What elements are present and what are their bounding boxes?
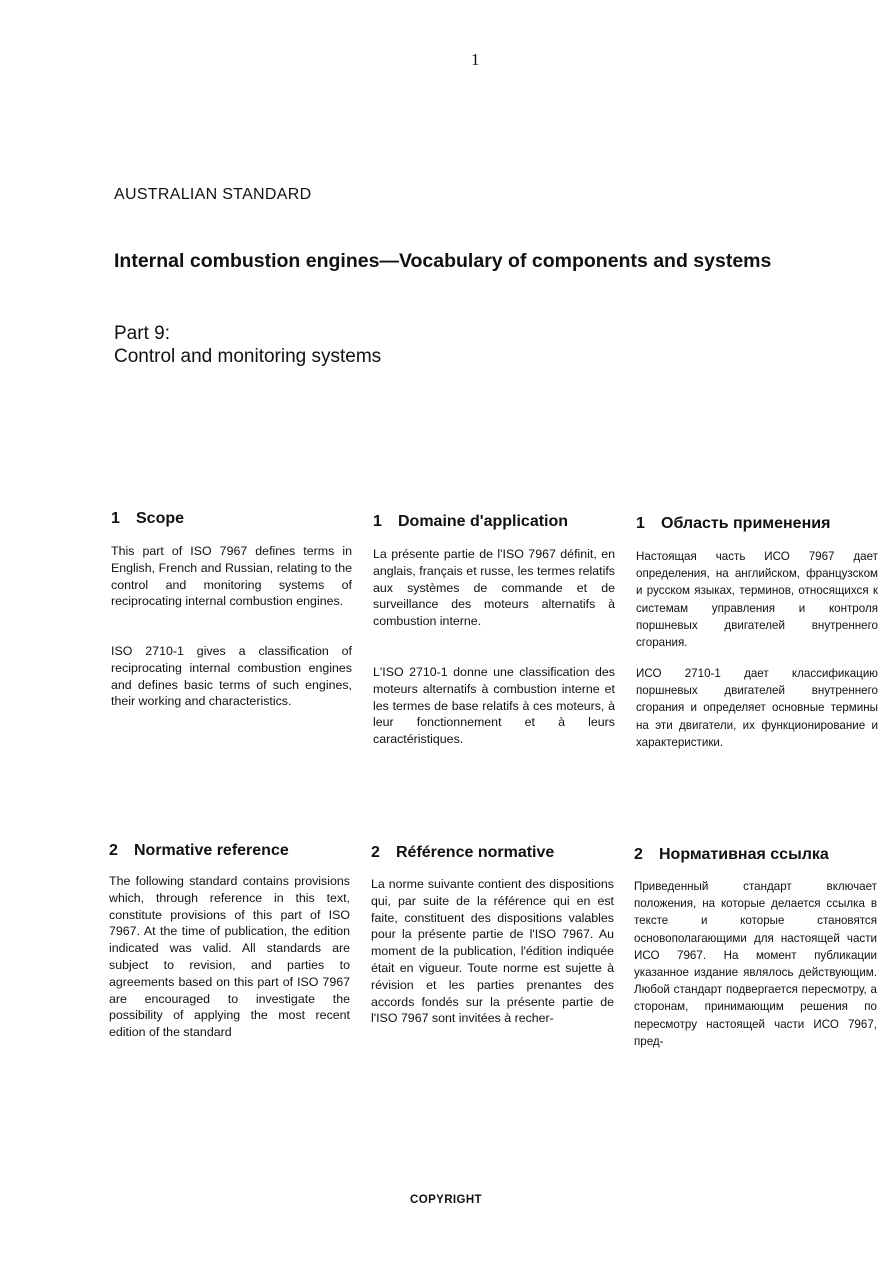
section-title: Domaine d'application bbox=[398, 513, 569, 530]
document-title: Internal combustion engines—Vocabulary of components and systems bbox=[114, 250, 772, 272]
part-number: Part 9: bbox=[114, 323, 170, 344]
reference-heading-ru bbox=[634, 846, 829, 864]
reference-paragraph-ru: Приведенный стандарт включает положения, на которые делается ссылка в тексте и которые становятся основополагающими для настоящей части ИСО 7967. На момент публикации указанное издание являлось действующим. Любой стандарт подвергается пересмотру, а сторонам, принимающим решения по пересмотру настоящей части ИСО 7967, пред- bbox=[634, 880, 877, 1048]
scope-paragraph-en-1: This part of ISO 7967 defines terms in English, French and Russian, relating to the control and monitoring systems of reciprocating internal combustion engines. bbox=[111, 544, 352, 609]
scope-heading-en bbox=[111, 510, 184, 528]
reference-paragraph-en: The following standard contains provisions which, through reference in this text, constitute provisions of this part of ISO 7967. At the time of publication, the edition indicated was valid. All standards are subject to revision, and parties to agreements based on this part of ISO 7967 are encouraged to investigate the possibility of applying the most recent edition of the standard bbox=[109, 874, 350, 1040]
reference-heading-en bbox=[109, 842, 289, 860]
section-title: Normative reference bbox=[134, 842, 289, 859]
section-title: Référence normative bbox=[396, 844, 555, 861]
scope-paragraph-fr-1: La présente partie de l'ISO 7967 définit, en anglais, français et russe, les termes relatifs aux systèmes de commande et de surveillance des moteurs alternatifs à combustion interne. bbox=[373, 547, 615, 629]
reference-paragraph-fr: La norme suivante contient des dispositions qui, par suite de la référence qui en est faite, constituent des dispositions valables pour la présente partie de l'ISO 7967. Au moment de la publication, l'édition indiquée était en vigueur. Toute norme est sujette à révision et les parties prenantes des accords fondés sur la présente partie de l'ISO 7967 sont invitées à recher- bbox=[371, 877, 614, 1026]
section-title: Область применения bbox=[661, 515, 831, 532]
scope-paragraph-en-2: ISO 2710-1 gives a classification of reciprocating internal combustion engines and defines basic terms of such engines, their working and characteristics. bbox=[111, 644, 352, 709]
part-title: Control and monitoring systems bbox=[114, 346, 382, 367]
page-number: 1 bbox=[471, 50, 480, 69]
scope-heading-fr bbox=[373, 513, 568, 531]
section-number: 1 bbox=[373, 513, 382, 530]
copyright-footer: COPYRIGHT bbox=[410, 1194, 482, 1206]
section-number: 2 bbox=[109, 842, 118, 859]
scope-paragraph-ru-1: Настоящая часть ИСО 7967 дает определения, на английском, французском и русском языках, терминов, относящихся к системам управления и контроля поршневых двигателей внутреннего сгорания. bbox=[636, 550, 878, 650]
section-number: 2 bbox=[634, 846, 643, 863]
section-title: Нормативная ссылка bbox=[659, 846, 829, 863]
section-title: Scope bbox=[136, 510, 185, 527]
section-number: 1 bbox=[636, 515, 645, 532]
scope-paragraph-fr-2: L'ISO 2710-1 donne une classification des moteurs alternatifs à combustion interne et les termes de base relatifs à ces moteurs, à leur fonctionnement et à leurs caractéristiques. bbox=[373, 665, 615, 747]
scope-heading-ru bbox=[636, 515, 830, 533]
standard-label: AUSTRALIAN STANDARD bbox=[114, 186, 312, 203]
scope-paragraph-ru-2: ИСО 2710-1 дает классификацию поршневых двигателей внутреннего сгорания и определяет основные термины на эти двигатели, их функционирование и характеристики. bbox=[636, 667, 878, 749]
section-number: 1 bbox=[111, 510, 120, 527]
section-number: 2 bbox=[371, 844, 380, 861]
reference-heading-fr bbox=[371, 844, 554, 862]
